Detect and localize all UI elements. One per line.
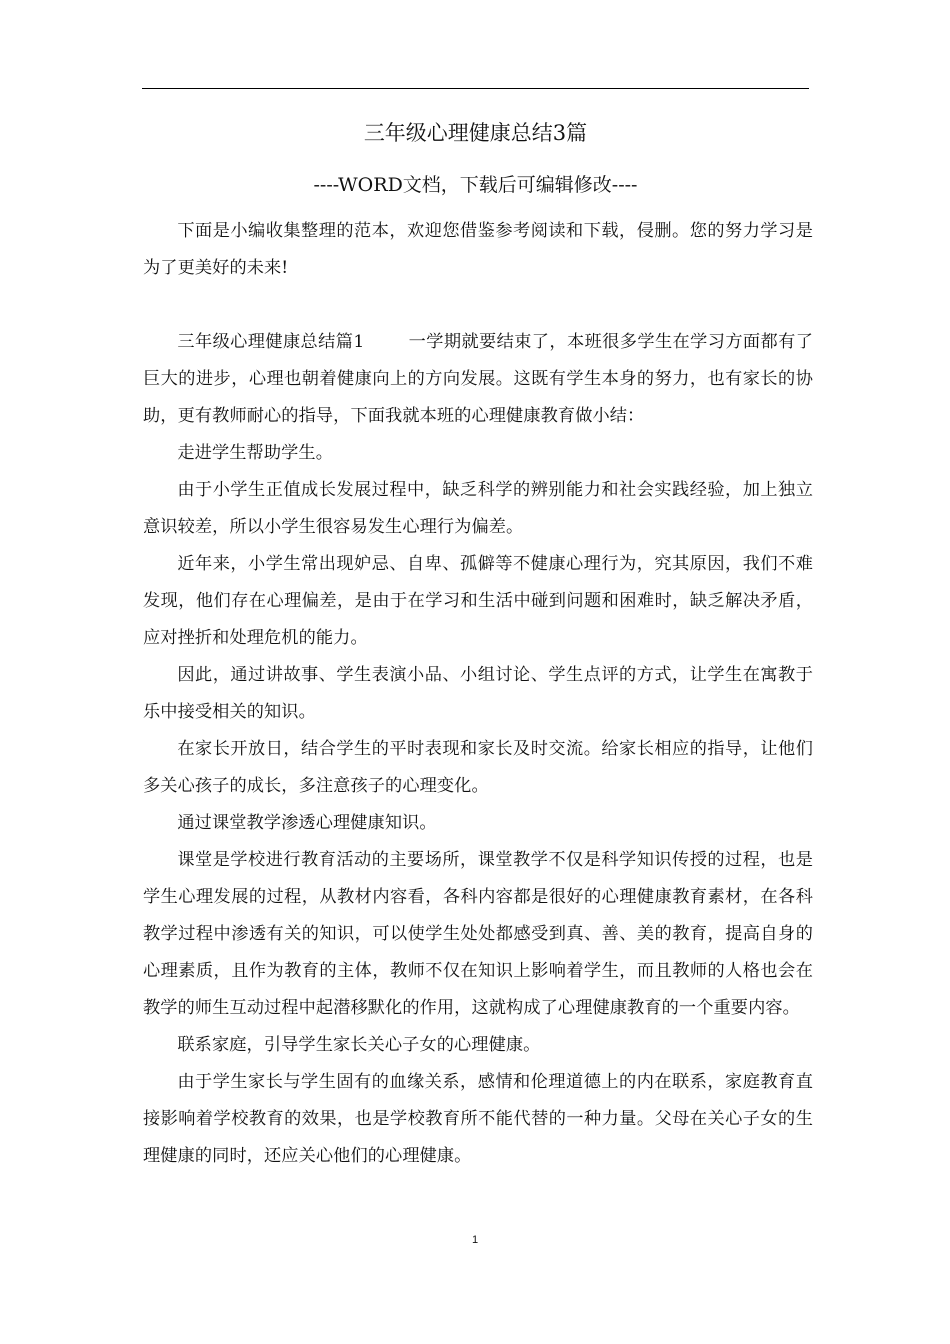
paragraph: 课堂是学校进行教育活动的主要场所，课堂教学不仅是科学知识传授的过程，也是学生心理发展的过程，从教材内容看，各科内容都是很好的心理健康教育素材，在各科教学过程中渗透有关的知识，可以使学生处处都感受到真、善、美的教育，提高自身的心理素质，且作为教育的主体，教师不仅在知识上影响着学生，而且教师的人格也会在教学的师生互动过程中起潜移默化的作用，这就构成了心理健康教育的一个重要内容。: [143, 850, 813, 1018]
subheading-classroom-teaching: 通过课堂教学渗透心理健康知识。: [177, 813, 437, 833]
paragraph: 近年来，小学生常出现妒忌、自卑、孤僻等不健康心理行为，究其原因，我们不难发现，他们存在心理偏差，是由于在学习和生活中碰到问题和困难时，缺乏解决矛盾，应对挫折和处理危机的能力。: [143, 554, 813, 648]
section-1-first-paragraph: [143, 324, 813, 435]
document-subtitle: ----WORD文档，下载后可编辑修改----: [313, 174, 638, 196]
intro-paragraph: 下面是小编收集整理的范本，欢迎您借鉴参考阅读和下载，侵删。您的努力学习是为了更美好的未来!: [143, 221, 813, 278]
paragraph: 因此，通过讲故事、学生表演小品、小组讨论、学生点评的方式，让学生在寓教于乐中接受相关的知识。: [143, 665, 813, 722]
paragraph: 在家长开放日，结合学生的平时表现和家长及时交流。给家长相应的指导，让他们多关心孩子的成长，多注意孩子的心理变化。: [143, 739, 813, 796]
subheading-approach-students: 走进学生帮助学生。: [177, 443, 333, 463]
document-body: [143, 213, 813, 1175]
header-rule: [142, 88, 809, 89]
paragraph-text: 一学期就要结束了，本班很多学生在学习方面都有了巨大的进步，心理也朝着健康向上的方向发展。这既有学生本身的努力，也有家长的协助，更有教师耐心的指导，下面我就本班的心理健康教育做小结：: [143, 332, 813, 426]
subheading-family-contact: 联系家庭，引导学生家长关心子女的心理健康。: [177, 1035, 541, 1055]
section-heading: 三年级心理健康总结篇1: [177, 332, 365, 352]
paragraph: 由于小学生正值成长发展过程中，缺乏科学的辨别能力和社会实践经验，加上独立意识较差，所以小学生很容易发生心理行为偏差。: [143, 480, 813, 537]
document-title: 三年级心理健康总结3篇: [363, 121, 588, 145]
paragraph: 由于学生家长与学生固有的血缘关系，感情和伦理道德上的内在联系，家庭教育直接影响着学校教育的效果，也是学校教育所不能代替的一种力量。父母在关心子女的生理健康的同时，还应关心他们的心理健康。: [143, 1072, 813, 1166]
page-number: 1: [471, 1234, 479, 1246]
